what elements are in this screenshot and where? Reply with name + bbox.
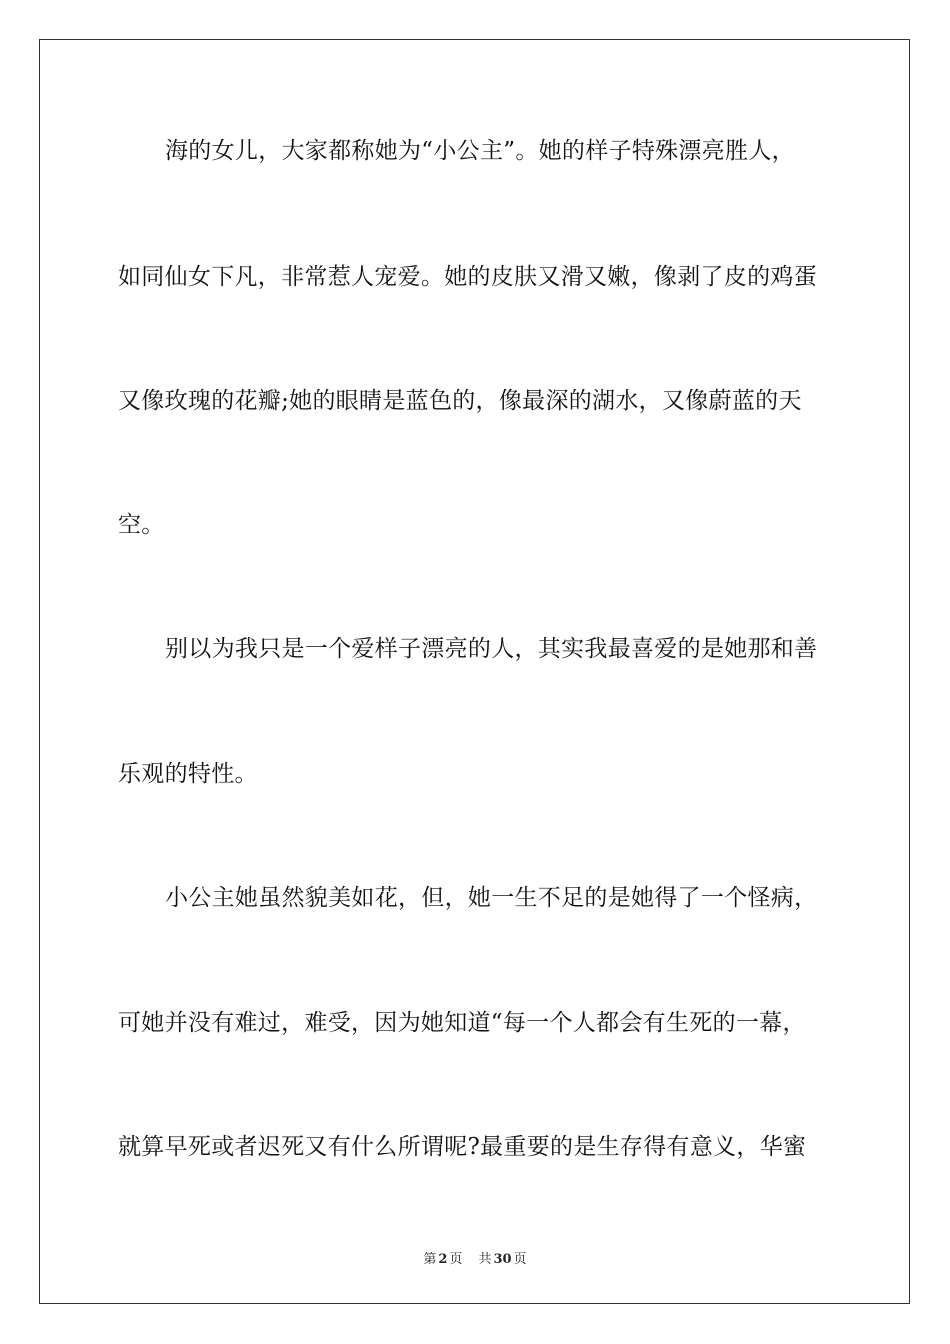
paragraph-2-line-1: 别以为我只是一个爱样子漂亮的人，其实我最喜爱的是她那和善 [165, 636, 818, 662]
total-prefix: 共 [478, 1252, 492, 1267]
paragraph-1-line-2: 如同仙女下凡，非常惹人宠爱。她的皮肤又滑又嫩，像剥了皮的鸡蛋 [118, 264, 817, 290]
paragraph-3-line-3: 就算早死或者迟死又有什么所谓呢?最重要的是生存得有意义，华蜜 [118, 1134, 807, 1160]
paragraph-3-line-2: 可她并没有难过，难受，因为她知道“每一个人都会有生死的一幕， [118, 1010, 806, 1036]
paragraph-1-line-4: 空。 [118, 512, 165, 538]
total-page-count: 30 [493, 1252, 512, 1267]
paragraph-1-line-3: 又像玫瑰的花瓣;她的眼睛是蓝色的，像最深的湖水，又像蔚蓝的天 [118, 388, 802, 414]
paragraph-2-line-2: 乐观的特性。 [118, 761, 258, 787]
page-footer [0, 1248, 950, 1267]
paragraph-1-line-1: 海的女儿，大家都称她为“小公主”。她的样子特殊漂亮胜人， [165, 138, 795, 164]
page-suffix: 页 [449, 1252, 463, 1267]
total-suffix: 页 [513, 1252, 527, 1267]
paragraph-3-line-1: 小公主她虽然貌美如花，但，她一生不足的是她得了一个怪病， [165, 885, 818, 911]
current-page-number: 2 [438, 1252, 448, 1267]
page-border [39, 39, 910, 1304]
page-prefix: 第 [423, 1252, 437, 1267]
